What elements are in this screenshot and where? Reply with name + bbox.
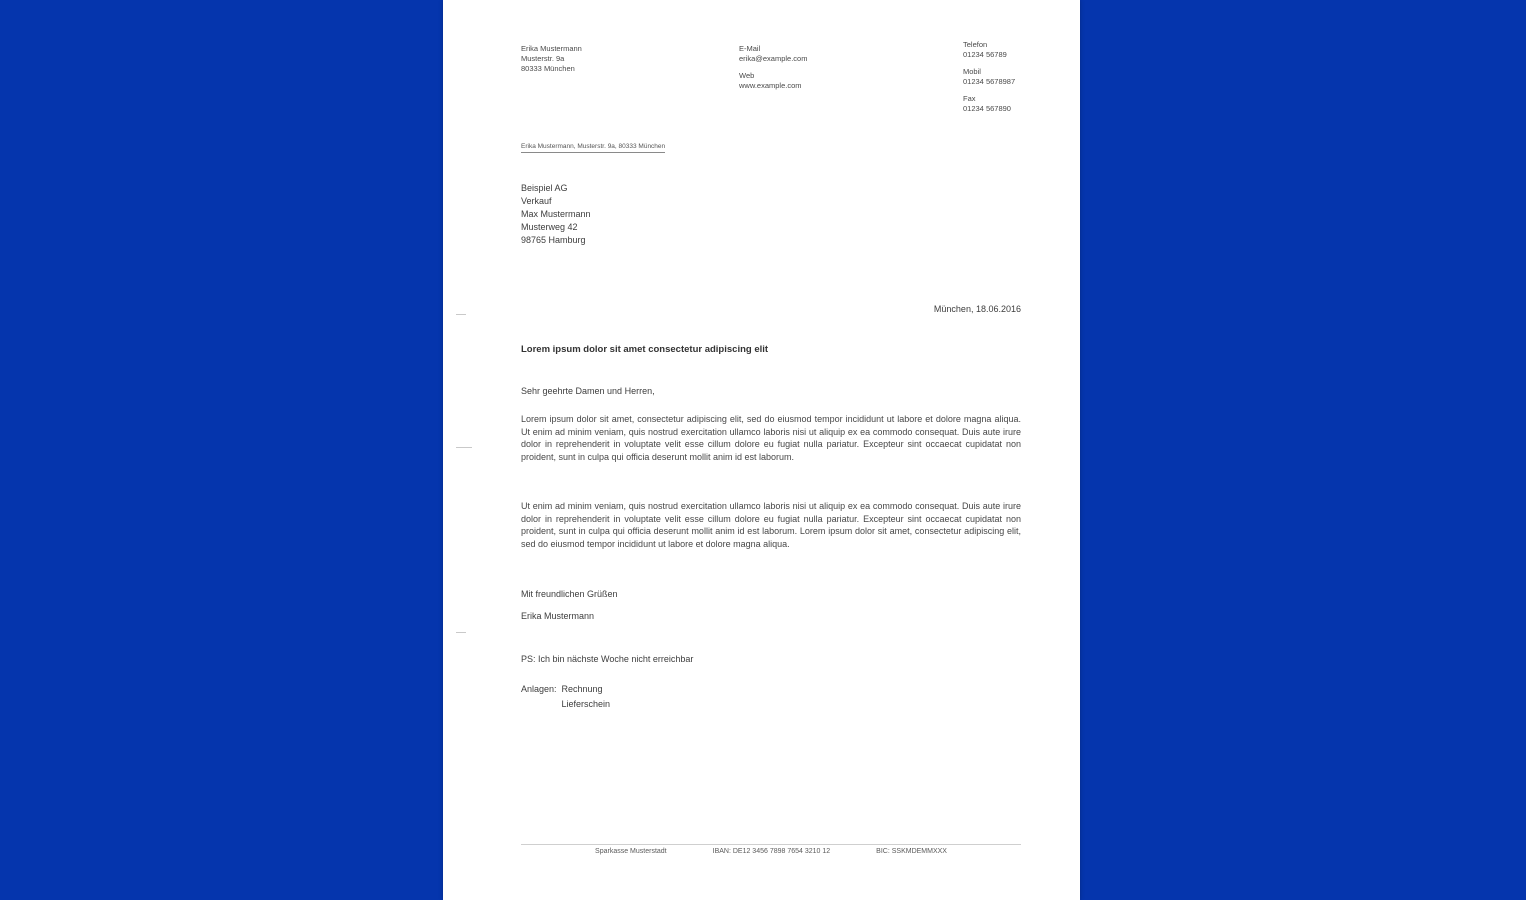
- contact-mobile-value: 01234 5678987: [963, 77, 1016, 86]
- contact-web-value: www.example.com: [739, 81, 802, 90]
- sender-block: [521, 44, 582, 74]
- recipient-name: Max Mustermann: [521, 209, 591, 219]
- contact-column-phone: [963, 40, 1015, 121]
- footer-bank-name: Sparkasse Musterstadt: [595, 848, 667, 855]
- recipient-city: 98765 Hamburg: [521, 235, 586, 245]
- subject-line: Lorem ipsum dolor sit amet consectetur adipiscing elit: [521, 344, 769, 355]
- recipient-street: Musterweg 42: [521, 222, 578, 232]
- recipient-company: Beispiel AG: [521, 183, 568, 193]
- contact-phone-label: Telefon: [963, 40, 988, 49]
- sender-street: Musterstr. 9a: [521, 54, 565, 63]
- recipient-block: [521, 182, 591, 247]
- enclosure-item: Lieferschein: [561, 699, 611, 709]
- date-line: München, 18.06.2016: [933, 304, 1021, 314]
- body-paragraph-2: Ut enim ad minim veniam, quis nostrud exercitation ullamco laboris nisi ut aliquip ex ea commodo consequat. Duis aute irure dolor in reprehenderit in voluptate velit esse cillum dolore eu fugiat nulla pariatur. Excepteur sint occaecat cupidatat non proident, sunt in culpa qui officia deserunt mollit anim id est laborum. Lorem ipsum dolor sit amet, consectetur adipiscing elit, sed do eiusmod tempor incididunt ut labore et dolore magna aliqua.: [521, 501, 1021, 550]
- letter-page: [443, 0, 1080, 900]
- contact-fax-value: 01234 567890: [963, 104, 1011, 113]
- sender-city: 80333 München: [521, 64, 575, 73]
- enclosures-list: [562, 682, 611, 712]
- contact-web-label: Web: [739, 71, 755, 80]
- return-address: Erika Mustermann, Musterstr. 9a, 80333 München: [521, 143, 665, 153]
- contact-phone: [963, 40, 1015, 60]
- signature-name: Erika Mustermann: [521, 611, 595, 621]
- contact-fax: [963, 94, 1015, 114]
- sender-name: Erika Mustermann: [521, 44, 582, 53]
- contact-mobile-label: Mobil: [963, 67, 981, 76]
- fold-mark-center: [456, 447, 472, 448]
- contact-fax-label: Fax: [963, 94, 976, 103]
- contact-web: [739, 71, 807, 91]
- footer-bank-row: [521, 848, 1021, 855]
- ps-line: PS: Ich bin nächste Woche nicht erreichbar: [521, 654, 694, 664]
- enclosures-block: [521, 682, 610, 712]
- fold-mark-top: [456, 314, 466, 315]
- contact-column-email-web: [739, 44, 807, 98]
- contact-mobile: [963, 67, 1015, 87]
- contact-email-label: E-Mail: [739, 44, 761, 53]
- contact-phone-value: 01234 56789: [963, 50, 1007, 59]
- salutation: Sehr geehrte Damen und Herren,: [521, 386, 655, 396]
- footer-bic: BIC: SSKMDEMMXXX: [876, 848, 947, 855]
- enclosure-item: Rechnung: [561, 684, 603, 694]
- contact-email: [739, 44, 807, 64]
- footer-iban: IBAN: DE12 3456 7898 7654 3210 12: [712, 848, 831, 855]
- contact-email-value: erika@example.com: [739, 54, 808, 63]
- fold-mark-bottom: [456, 632, 466, 633]
- footer-divider: [521, 844, 1021, 845]
- enclosures-label: Anlagen:: [521, 684, 557, 694]
- closing-line: Mit freundlichen Grüßen: [521, 589, 618, 599]
- body-paragraph-1: Lorem ipsum dolor sit amet, consectetur adipiscing elit, sed do eiusmod tempor incididunt ut labore et dolore magna aliqua. Ut enim ad minim veniam, quis nostrud exercitation ullamco laboris nisi ut aliquip ex ea commodo consequat. Duis aute irure dolor in reprehenderit in voluptate velit esse cillum dolore eu fugiat nulla pariatur. Excepteur sint occaecat cupidatat non proident, sunt in culpa qui officia deserunt mollit anim id est laborum.: [521, 414, 1021, 463]
- recipient-department: Verkauf: [521, 196, 552, 206]
